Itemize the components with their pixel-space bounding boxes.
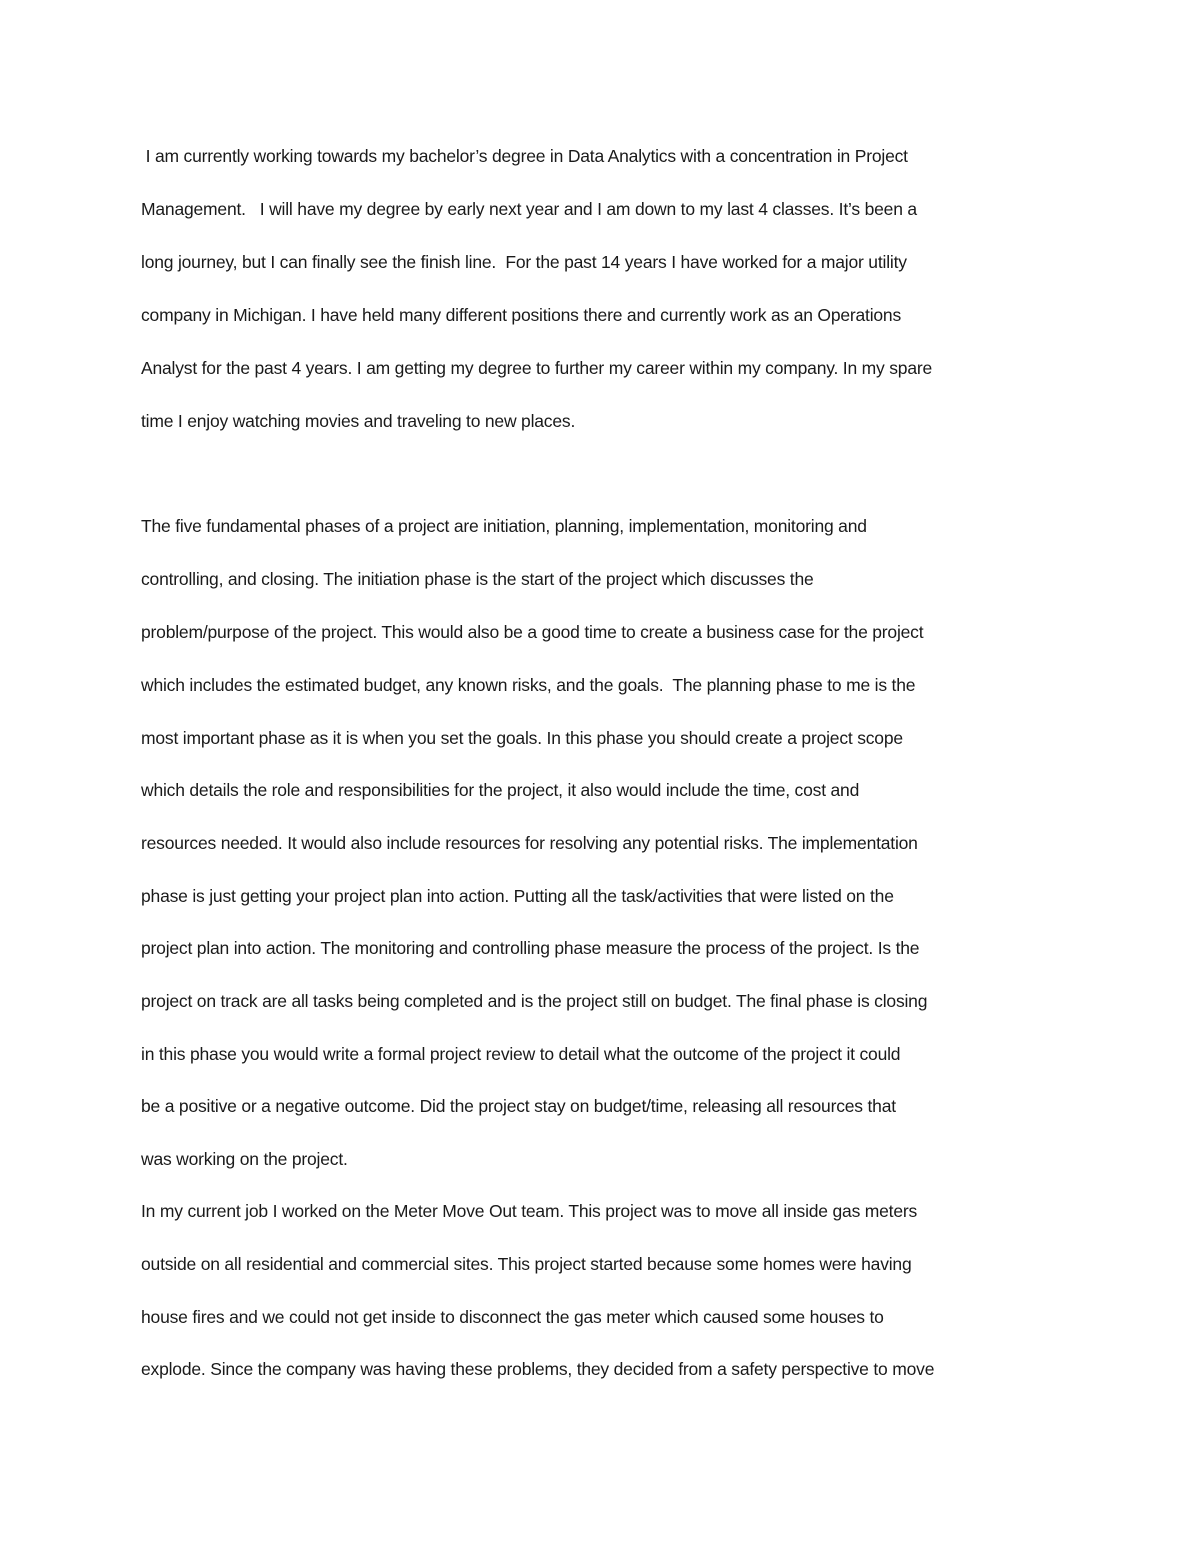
paragraph-2-line-12: be a positive or a negative outcome. Did the project stay on budget/time, releasing all resources that (141, 1096, 896, 1116)
paragraph-2-line-10: project on track are all tasks being completed and is the project still on budget. The final phase is closing (141, 991, 928, 1011)
paragraph-1-line-6: time I enjoy watching movies and traveling to new places. (141, 411, 576, 431)
paragraph-1-line-4: company in Michigan. I have held many different positions there and currently work as an Operations (141, 305, 902, 325)
paragraph-1-line-5: Analyst for the past 4 years. I am getting my degree to further my career within my company. In my spare (141, 358, 933, 378)
paragraph-2-line-11: in this phase you would write a formal project review to detail what the outcome of the project it could (141, 1044, 901, 1064)
paragraph-3-line-4: explode. Since the company was having these problems, they decided from a safety perspective to move (141, 1359, 935, 1379)
paragraph-2-line-6: which details the role and responsibilities for the project, it also would include the time, cost and (141, 780, 860, 800)
paragraph-2-line-3: problem/purpose of the project. This would also be a good time to create a business case for the project (141, 622, 924, 642)
paragraph-2-line-2: controlling, and closing. The initiation phase is the start of the project which discusses the (141, 569, 814, 589)
paragraph-1-line-2: Management. I will have my degree by early next year and I am down to my last 4 classes. It’s been a (141, 199, 917, 219)
paragraph-1-line-3: long journey, but I can finally see the finish line. For the past 14 years I have worked for a major utility (141, 252, 907, 272)
paragraph-3-line-3: house fires and we could not get inside to disconnect the gas meter which caused some houses to (141, 1307, 884, 1327)
paragraph-2-line-4: which includes the estimated budget, any known risks, and the goals. The planning phase to me is the (141, 675, 916, 695)
paragraph-3-line-2: outside on all residential and commercial sites. This project started because some homes were having (141, 1254, 912, 1274)
paragraph-2-line-9: project plan into action. The monitoring and controlling phase measure the process of the project. Is the (141, 938, 920, 958)
paragraph-2-line-1: The five fundamental phases of a project are initiation, planning, implementation, monitoring and (141, 516, 867, 536)
paragraph-2-line-13: was working on the project. (141, 1149, 348, 1169)
paragraph-1-line-1: I am currently working towards my bachelor’s degree in Data Analytics with a concentration in Project (141, 146, 908, 166)
paragraph-2-line-5: most important phase as it is when you set the goals. In this phase you should create a project scope (141, 728, 903, 748)
paragraph-2-line-7: resources needed. It would also include resources for resolving any potential risks. The implementation (141, 833, 918, 853)
paragraph-3-line-1: In my current job I worked on the Meter Move Out team. This project was to move all inside gas meters (141, 1201, 918, 1221)
paragraph-2-line-8: phase is just getting your project plan into action. Putting all the task/activities that were listed on the (141, 886, 894, 906)
